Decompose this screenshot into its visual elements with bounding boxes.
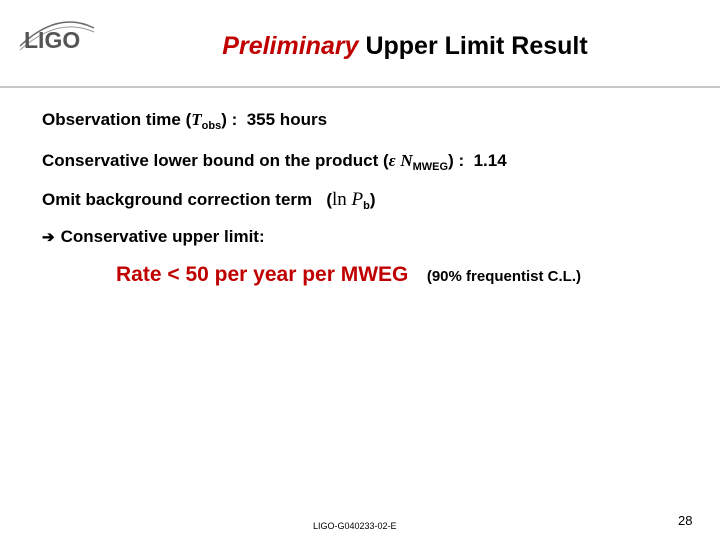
product-label: Conservative lower bound on the product (: [42, 151, 389, 170]
logo-text: LIGO: [24, 27, 81, 53]
ligo-logo-graphic: [18, 14, 96, 58]
n-symbol: N: [400, 151, 413, 170]
background-term-line: [42, 189, 376, 211]
document-id: LIGO-G040233-02-E: [313, 521, 397, 531]
t-symbol: T: [191, 110, 202, 129]
p-symbol: P: [351, 189, 364, 210]
b-subscript: b: [363, 200, 370, 212]
confidence-level: (90% frequentist C.L.): [426, 268, 582, 285]
arrow-icon: ➔: [42, 229, 55, 246]
omit-label: Omit background correction term: [42, 190, 313, 209]
omit-close: ): [369, 190, 376, 209]
observation-time-line: [42, 110, 327, 130]
product-value: 1.14: [473, 151, 507, 170]
epsilon-symbol: ε: [388, 151, 396, 170]
upper-limit-line: [42, 227, 265, 247]
product-bound-line: [42, 151, 507, 171]
omit-open: (: [326, 190, 333, 209]
page-number: 28: [678, 513, 693, 528]
title-rest: Upper Limit Result: [365, 32, 588, 60]
page-title: [120, 32, 690, 61]
product-close: ) :: [448, 151, 465, 170]
observation-label: Observation time (: [42, 110, 192, 129]
result-line: [116, 263, 581, 287]
rate-result: Rate < 50 per year per MWEG: [116, 263, 409, 286]
ln-symbol: ln: [332, 189, 347, 210]
mweg-subscript: MWEG: [412, 161, 449, 173]
title-emphasis: Preliminary: [222, 32, 359, 60]
obs-subscript: obs: [201, 120, 222, 132]
ligo-logo: [18, 14, 96, 58]
observation-value: 355 hours: [246, 110, 328, 129]
title-divider: [0, 86, 720, 88]
observation-close: ) :: [221, 110, 238, 129]
upper-limit-label: Conservative upper limit:: [60, 227, 265, 246]
